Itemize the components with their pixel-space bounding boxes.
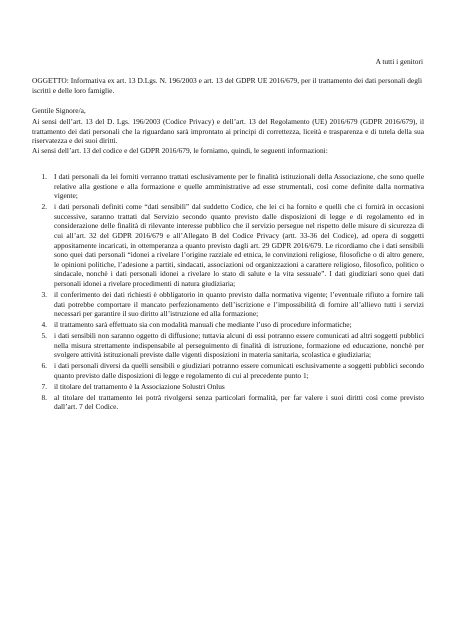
list-item-number: 3.	[41, 289, 47, 299]
intro-paragraph-1: Ai sensi dell’art. 13 del D. Lgs. 196/2003 (Codice Privacy) e dell’art. 13 del Regolamento (UE) 2016/679 (GDPR 2016/679), il trattamento dei dati personali che la riguardano sarà improntato ai principi di correttezza, liceità e trasparenza e di tutela della sua riservatezza e dei suoi diritti.	[32, 117, 424, 146]
list-item-number: 2.	[41, 202, 47, 212]
list-item-text: i dati personali definiti come “dati sensibili” dal suddetto Codice, che lei ci ha fornito e quelli che ci fornirà in occasioni successive, saranno trattati dal Servizio secondo quanto previsto dalle disposizioni di legge e di regolamento ed in considerazione delle finalità di rilevante interesse pubblico che il servizio persegue nel rispetto delle misure di sicurezza di cui all’art. 32 del GDPR 2016/679 e all’Allegato B del Codice Privacy (artt. 33-36 del Codice), ad opera di soggetti appositamente incaricati, in ottemperanza a quanto previsto dagli art. 29 GDPR 2016/679. Le ricordiamo che i dati sensibili sono quei dati personali “idonei a rivelare l’origine razziale ed etnica, le convinzioni religiose, filosofiche o di altro genere, le opinioni politiche, l’adesione a partiti, sindacati, associazioni od organizzazioni a carattere religioso, filosofico, politico o sindacale, nonchè i dati personali idonei a rivelare lo stato di salute e la vita sessuale”. I dati giudiziari sono quei dati personali idonei a rivelare procedimenti di natura giudiziaria;	[54, 202, 424, 288]
greeting-line: Gentile Signore/a,	[32, 106, 86, 115]
list-item	[32, 202, 424, 288]
list-item-number: 5.	[41, 331, 47, 341]
intro-block	[32, 117, 424, 155]
list-item-number: 1.	[41, 172, 47, 181]
intro-paragraph-2: Ai sensi dell’art. 13 del codice e del GDPR 2016/679, le forniamo, quindi, le seguenti informazioni:	[32, 145, 328, 155]
list-item	[32, 320, 424, 330]
list-item-number: 6.	[41, 361, 47, 371]
recipient-line: A tutti i genitori	[375, 57, 423, 66]
list-item-text: I dati personali da lei forniti verranno trattati esclusivamente per le finalità istituzionali della Associazione, che sono quelle relative alla gestione e alla formazione e quelle amministrative ad esse strumentali, così come definite dalla normativa vigente;	[54, 172, 424, 201]
list-item-text: il conferimento dei dati richiesti è obbligatorio in quanto previsto dalla normativa vigente; l’eventuale rifiuto a fornire tali dati potrebbe comportare il mancato perfezionamento dell’iscrizione e l’impossibilità di fornire all’allievo tutti i servizi necessari per garantire il suo diritto all’istruzione ed alla formazione;	[54, 289, 424, 319]
list-item-text: al titolare del trattamento lei potrà rivolgersi senza particolari formalità, per far valere i suoi diritti così come previsto dall’art. 7 del Codice.	[54, 392, 424, 412]
list-item	[32, 172, 424, 201]
list-item	[32, 331, 424, 360]
subject-paragraph: OGGETTO: Informativa ex art. 13 D.Lgs. N. 196/2003 e art. 13 del GDPR UE 2016/679, per il trattamento dei dati personali degli iscritti e delle loro famiglie.	[32, 76, 422, 95]
list-item-text: il titolare del trattamento è la Associazione Solustri Onlus	[54, 381, 225, 391]
list-item-text: i dati sensibili non saranno oggetto di diffusione; tuttavia alcuni di essi potranno essere comunicati ad altri soggetti pubblici nella misura strettamente indispensabile al perseguimento di finalità di istruzione, formazione ed educazione, nonchè per svolgere attività istituzionali previste dalle vigenti disposizioni in materia sanitaria, scolastica e giudiziaria;	[54, 331, 424, 360]
list-item-number: 4.	[41, 320, 47, 330]
information-list	[32, 172, 424, 413]
list-item	[32, 361, 424, 380]
list-item-number: 7.	[41, 381, 47, 391]
list-item	[32, 290, 424, 319]
list-item-text: il trattamento sarà effettuato sia con modalità manuali che mediante l’uso di procedure informatiche;	[54, 320, 352, 330]
list-item-number: 8.	[41, 392, 47, 402]
list-item	[32, 393, 424, 412]
list-item	[32, 382, 424, 392]
list-item-text: i dati personali diversi da quelli sensibili e giudiziari potranno essere comunicati esclusivamente a soggetti pubblici secondo quanto previsto dalle disposizioni di legge e regolamento di cui al precedente punto 1;	[54, 361, 424, 380]
